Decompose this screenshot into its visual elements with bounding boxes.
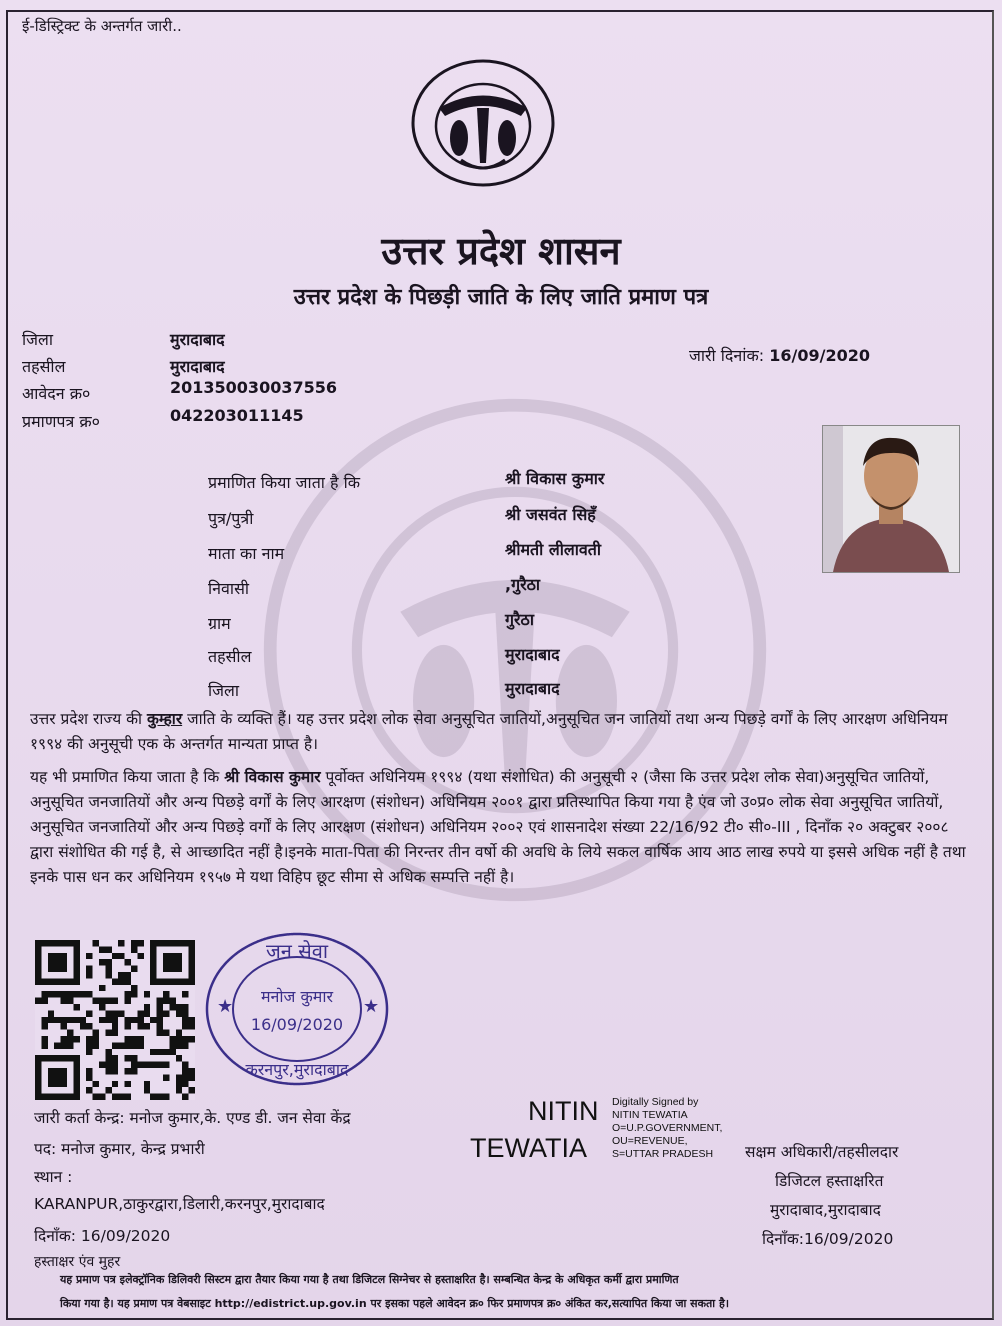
stamp-top-text: जन सेवा [265, 939, 329, 963]
applicant-name: श्री विकास कुमार [505, 469, 605, 488]
issue-date [689, 344, 870, 366]
village-label: ग्राम [208, 614, 231, 633]
detail-tehsil-label: तहसील [208, 647, 252, 666]
para1-post: जाति के व्यक्ति हैं। यह उत्तर प्रदेश लोक सेवा अनुसूचित जातियों,अनुसूचित जन जातियों तथा अन्य पिछड़े वर्गों के लिए आरक्षण अधिनियम १९९४ की अनुसूची एक के अन्तर्गत मान्यता प्राप्त है। [30, 710, 948, 753]
mother-name: श्रीमती लीलावती [505, 540, 602, 559]
application-no-value: 201350030037556 [170, 378, 337, 397]
stamp-star-right: ★ [363, 996, 380, 1017]
digital-signature-details [612, 1096, 722, 1161]
qr-code [35, 940, 195, 1100]
district-label: जिला [22, 330, 54, 349]
up-government-emblem [411, 58, 556, 188]
sig-line: Digitally Signed by [612, 1096, 699, 1108]
issue-date-label: जारी दिनांक: [689, 346, 765, 365]
stamp-center-date: 16/09/2020 [250, 1015, 344, 1034]
sign-and-seal: हस्ताक्षर एंव मुहर [34, 1254, 121, 1270]
sig-line: OU=REVENUE, [612, 1135, 688, 1147]
signer-name-first: NITIN [528, 1096, 599, 1126]
detail-district-value: मुरादाबाद [505, 679, 560, 698]
para2-pre: यह भी प्रमाणित किया जाता है कि [30, 768, 225, 786]
sig-line: S=UTTAR PRADESH [612, 1148, 714, 1160]
certificate-no-label: प्रमाणपत्र क्र० [22, 412, 100, 431]
edistrict-note: ई-डिस्ट्रिक्ट के अन्तर्गत जारी.. [22, 17, 182, 35]
certificate-subtitle: उत्तर प्रदेश के पिछड़ी जाति के लिए जाति प्रमाण पत्र [293, 285, 709, 310]
father-name: श्री जसवंत सिहँ [505, 505, 596, 524]
issuer-date: दिनाँक: 16/09/2020 [34, 1227, 171, 1245]
stamp-center-name: मनोज कुमार [260, 987, 334, 1006]
district-value: मुरादाबाद [170, 330, 225, 349]
tehsil-value: मुरादाबाद [170, 357, 225, 376]
jan-seva-stamp [203, 930, 391, 1088]
sig-line: O=U.P.GOVERNMENT, [612, 1122, 723, 1134]
application-no-label: आवेदन क्र० [22, 384, 91, 403]
signer-name-last: TEWATIA [470, 1133, 587, 1163]
authority-title: सक्षम अधिकारी/तहसीलदार [745, 1143, 899, 1161]
footer-line-2: किया गया है। यह प्रमाण पत्र वेबसाइट http://edistrict.up.gov.in पर इसका पहले आवेदन क्र० फिर प्रमाणपत्र क्र० अंकित कर,सत्यापित किया जा सकता है। [60, 1297, 729, 1310]
resident-value: ,गुरैठा [505, 575, 541, 594]
footer-note [60, 1268, 965, 1316]
applicant-photo [822, 425, 960, 573]
place-label: स्थान : [34, 1168, 73, 1186]
issue-date-value: 16/09/2020 [769, 346, 870, 365]
authority-place: मुरादाबाद,मुरादाबाद [770, 1201, 881, 1219]
caste-name: कुम्हार [146, 710, 183, 728]
son-of-label: पुत्र/पुत्री [208, 509, 254, 528]
sig-line: NITIN TEWATIA [612, 1109, 688, 1121]
resident-label: निवासी [208, 579, 250, 598]
certified-label: प्रमाणित किया जाता है कि [208, 473, 361, 492]
para2-name: श्री विकास कुमार [224, 768, 321, 786]
footer-line-1: यह प्रमाण पत्र इलेक्ट्रॉनिक डिलिवरी सिस्टम द्वारा तैयार किया गया है तथा डिजिटल सिग्नेचर से हस्ताक्षरित है। सम्बन्धित केन्द्र के अधिकृत कर्मी द्वारा प्रमाणित [60, 1273, 679, 1286]
tehsil-label: तहसील [22, 357, 66, 376]
stamp-bottom-text: करनपुर,मुरादाबाद [245, 1060, 349, 1079]
para1-pre: उत्तर प्रदेश राज्य की [30, 710, 147, 728]
authority-date: दिनाँक:16/09/2020 [762, 1230, 894, 1248]
issuing-center: जारी कर्ता केन्द्र: मनोज कुमार,के. एण्ड डी. जन सेवा केंद्र [34, 1109, 351, 1127]
mother-name-label: माता का नाम [208, 544, 285, 563]
caste-paragraph [30, 707, 975, 757]
detail-tehsil-value: मुरादाबाद [505, 645, 560, 664]
certificate-no-value: 042203011145 [170, 406, 304, 425]
eligibility-paragraph [30, 765, 975, 890]
village-value: गुरैठा [505, 610, 534, 629]
authority-sub: डिजिटल हस्ताक्षरित [775, 1172, 884, 1190]
detail-district-label: जिला [208, 681, 240, 700]
page-title: उत्तर प्रदेश शासन [381, 229, 621, 273]
issuer-place: KARANPUR,ठाकुरद्वारा,डिलारी,करनपुर,मुरादाबाद [34, 1195, 325, 1213]
issuer-post: पद: मनोज कुमार, केन्द्र प्रभारी [34, 1140, 205, 1158]
para2-post: पूर्वोक्त अधिनियम १९९४ (यथा संशोधित) की अनुसूची २ (जैसा कि उत्तर प्रदेश लोक सेवा)अनुसूचित जातियों, अनुसूचित जनजातियों और अन्य पिछड़े वर्गों के लिए आरक्षण (संशोधन) अधिनियम २००१ द्वारा प्रतिस्थापित किया गया है एंव जो उ०प्र० लोक सेवा अनुसूचित जातियों, अनुसूचित जनजातियों और अन्य पिछड़े वर्गों के लिए आरक्षण (संशोधन) अधिनियम २००२ एवं शासनादेश संख्या 22/16/92 टी० सी०-III , दिनाँक २० अक्टुबर २००८ द्वारा संशोधित की गई है, से आच्छादित नहीं है।इनके माता-पिता की निरन्तर तीन वर्षो की अवधि के लिये सकल वार्षिक आय आठ लाख रुपये या इससे अधिक नहीं है तथा इनके पास धन कर अधिनियम १९५७ मे यथा विहिप छूट सीमा से अधिक सम्पत्ति नहीं है। [30, 768, 966, 886]
stamp-star-left: ★ [217, 996, 234, 1017]
